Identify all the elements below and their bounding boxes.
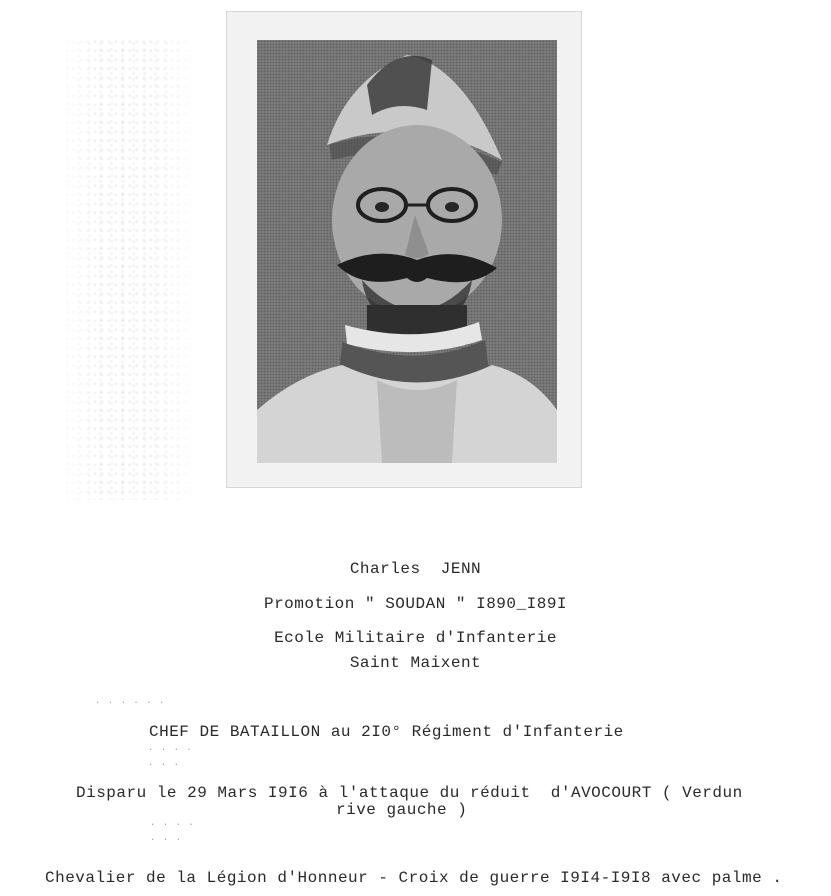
disappeared-line-1: Disparu le 29 Mars I9I6 à l'attaque du réduit d'AVOCOURT ( Verdun xyxy=(76,784,743,802)
person-name: Charles JENN xyxy=(349,560,482,578)
faint-residue-2: · · · · xyxy=(148,745,193,755)
school-name: Ecole Militaire d'Infanterie xyxy=(274,629,557,647)
honors-line: Chevalier de la Légion d'Honneur - Croix de guerre I9I4-I9I8 avec palme . xyxy=(45,869,783,887)
promotion-line: Promotion " SOUDAN " I890_I89I xyxy=(263,595,568,613)
portrait-photo-frame xyxy=(226,11,582,488)
school-location: Saint Maixent xyxy=(349,654,482,672)
faint-residue-4: · · · · xyxy=(150,820,195,830)
disappeared-line-2: rive gauche ) xyxy=(336,801,468,819)
rank-and-regiment: CHEF DE BATAILLON au 2I0° Régiment d'Infanterie xyxy=(149,723,624,741)
faint-residue-3: · · · xyxy=(148,760,181,770)
faint-residue-1: · · · · · · xyxy=(95,698,166,708)
faint-residue-5: · · · xyxy=(150,835,183,845)
scan-noise-left xyxy=(50,40,200,500)
portrait-illustration xyxy=(257,40,557,463)
portrait-photo xyxy=(257,40,557,463)
